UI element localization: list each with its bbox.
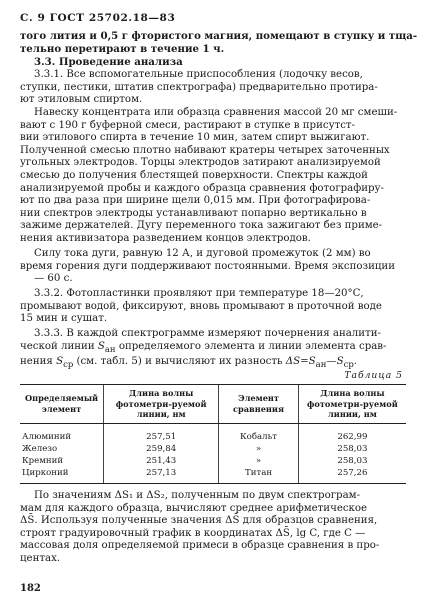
text-line: массовая доля определяемой примеси в образце сравнения в про-: [20, 540, 380, 552]
text-line: ступки, пестики, штатив спектрографа) предварительно протира-: [20, 81, 378, 93]
text-line: вии этилового спирта в течение 10 мин, затем спирт выжигают.: [20, 132, 370, 144]
text-line: 3.3.1. Все вспомогательные приспособления (лодочку весов,: [34, 69, 363, 80]
subscript: ан: [315, 360, 327, 371]
text-fragment: (см. табл. 5) и вычисляют их разность: [73, 356, 286, 368]
table-header-row: [20, 385, 406, 424]
text-line: время горения дуги поддерживают постоянными. Время экспозиции: [20, 260, 396, 272]
text-line: ΔS̄. Используя полученные значения ΔS̄ для образцов сравнения,: [20, 515, 378, 527]
subscript: ан: [104, 344, 116, 355]
table-row: [20, 444, 406, 456]
table-spacer: [20, 423, 406, 432]
text-fragment: нения: [20, 356, 57, 368]
text-line: По значениям ΔS₁ и ΔS₂, полученным по двум спектрограм-: [34, 490, 361, 501]
text-fragment: определяемого элемента и линии элемента срав-: [115, 340, 387, 352]
table-row: [20, 456, 406, 468]
paragraph-arc-current: [20, 248, 402, 286]
table-cell: Цирконий: [20, 468, 104, 484]
text-line: центах.: [20, 552, 61, 564]
text-line: мам для каждого образца, вычисляют среднее арифметическое: [20, 502, 368, 514]
paragraph-3-3-3: [20, 328, 402, 372]
paragraph-3-3-2: [20, 288, 402, 326]
text-fragment: ческой линии: [20, 340, 98, 352]
column-header: Определяемый элемент: [20, 385, 104, 424]
table-cell: Кремний: [22, 456, 64, 467]
text-line: смесью до получения блестящей поверхности. Спектры каждой: [20, 169, 368, 181]
page-number: 182: [20, 583, 41, 594]
text-line: нии спектров электроды устанавливают попарно вертикально в: [20, 207, 367, 219]
text-line: 15 мин и сушат.: [20, 313, 108, 325]
text-line: вают с 190 г буферной смеси, растирают в ступке в присутст-: [20, 119, 355, 131]
column-header: Длина волны фотометри-руемой линии, нм: [298, 385, 406, 424]
text-line: тельно перетирают в течение 1 ч.: [20, 42, 225, 55]
section-title: 3.3. Проведение анализа: [34, 56, 183, 68]
table-cell: 257,51: [104, 432, 219, 444]
text-line: 3.3.2. Фотопластинки проявляют при температуре 18—20°С,: [34, 288, 364, 299]
text-fragment: .: [353, 356, 358, 368]
table-cell: 258,03: [298, 456, 406, 468]
page-header: С. 9 ГОСТ 25702.18—83: [20, 12, 176, 24]
text-line: Полученной смесью плотно набивают кратеры четырех заточенных: [20, 144, 390, 156]
text-line: анализируемой пробы и каждого образца сравнения фотографиру-: [20, 182, 384, 194]
table-cell: »: [219, 456, 299, 468]
table-5: [20, 384, 406, 484]
text-line: угольных электродов. Торцы электродов затирают анализируемой: [20, 157, 381, 169]
column-header: Длина волны фотометри-руемой линии, нм: [104, 385, 219, 424]
paragraph-sample-prep: [20, 107, 402, 246]
text-line: ют этиловым спиртом.: [20, 94, 143, 106]
text-line: Силу тока дуги, равную 12 А, и дуговой промежуток (2 мм) во: [34, 248, 371, 259]
text-line: того лития и 0,5 г фтористого магния, помещают в ступку и тща-: [20, 30, 418, 42]
formula: ΔS=S: [285, 356, 316, 368]
text-line: [20, 341, 402, 357]
table-caption: Таблица 5: [344, 370, 403, 381]
text-line: Навеску концентрата или образца сравнения массой 20 мг смеши-: [34, 107, 398, 118]
table-cell: 262,99: [298, 432, 406, 444]
table-cell: 257,26: [298, 468, 406, 484]
symbol: S: [97, 340, 105, 352]
table-cell: Титан: [219, 468, 299, 484]
table-cell: 257,13: [104, 468, 219, 484]
paragraph-intro: [20, 30, 418, 55]
text-line: — 60 с.: [34, 273, 73, 285]
table-cell: Кобальт: [219, 432, 299, 444]
table-cell: Алюминий: [22, 432, 72, 443]
table-cell: Железо: [22, 444, 58, 455]
formula: —S: [326, 356, 344, 368]
column-header: Элемент сравнения: [219, 385, 299, 424]
symbol: S: [56, 356, 64, 368]
text-line: ют по два раза при ширине щели 0,015 мм. При фотографирова-: [20, 195, 371, 207]
text-line: нения активизатора разведением концов электродов.: [20, 232, 311, 244]
text-line: зажиме держателей. Дугу переменного тока зажигают без приме-: [20, 220, 383, 232]
text-line: промывают водой, фиксируют, вновь промывают в проточной воде: [20, 300, 382, 312]
section-heading: [20, 56, 402, 69]
table-cell: 251,43: [104, 456, 219, 468]
paragraph-3-3-1: [20, 69, 402, 107]
table-row: [20, 468, 406, 484]
table-row: [20, 432, 406, 444]
paragraph-calibration: [20, 490, 402, 566]
text-line: строят градуировочный график в координатах ΔS̄, lg C, где C —: [20, 527, 366, 539]
table-cell: »: [219, 444, 299, 456]
text-line: 3.3.3. В каждой спектрограмме измеряют почернения аналити-: [34, 328, 381, 339]
subscript: ср: [63, 360, 74, 371]
table-cell: 259,84: [104, 444, 219, 456]
table-cell: 258,03: [298, 444, 406, 456]
subscript: ср: [343, 360, 354, 371]
